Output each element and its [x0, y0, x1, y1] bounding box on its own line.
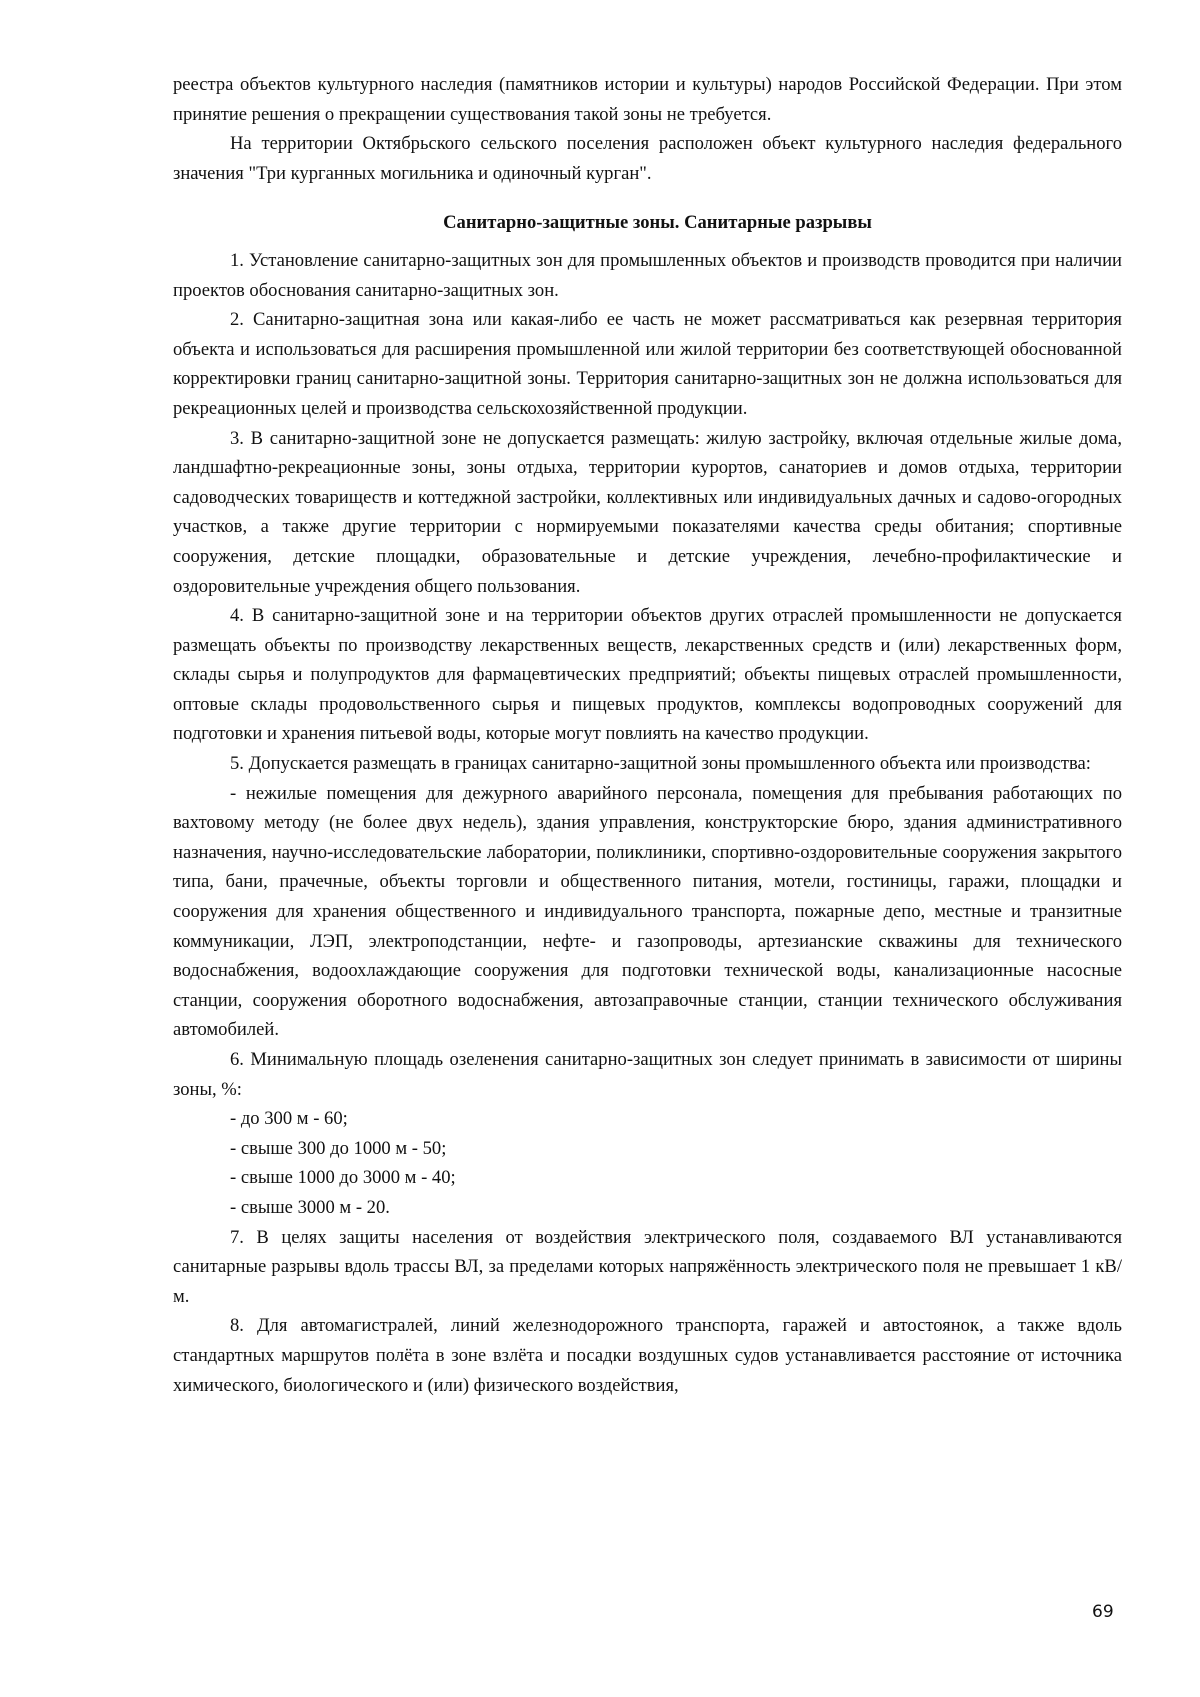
item-2: 2. Санитарно-защитная зона или какая-либо ее часть не может рассматриваться как резервная территория объекта и использоваться для расширения промышленной или жилой территории без соответствующей обоснованной корректировки границ санитарно-защитной зоны. Территория санитарно-защитных зон не должна использоваться для рекреационных целей и производства сельскохозяйственной продукции. [173, 309, 1122, 419]
item-8: 8. Для автомагистралей, линий железнодорожного транспорта, гаражей и автостоянок, а также вдоль стандартных маршрутов полёта в зоне взлёта и посадки воздушных судов устанавливается расстояние от источника химического, биологического и (или) физического воздействия, [173, 1315, 1122, 1396]
paragraph-intro-continuation: реестра объектов культурного наследия (памятников истории и культуры) народов Российской Федерации. При этом принятие решения о прекращении существования такой зоны не требуется. [173, 74, 1122, 125]
item-7: 7. В целях защиты населения от воздействия электрического поля, создаваемого ВЛ устанавливаются санитарные разрывы вдоль трассы ВЛ, за пределами которых напряжённость электрического поля не превышает 1 кВ/м. [173, 1226, 1122, 1307]
item-5-list: - нежилые помещения для дежурного аварийного персонала, помещения для пребывания работающих по вахтовому методу (не более двух недель), здания управления, конструкторские бюро, здания административного назначения, научно-исследовательские лаборатории, поликлиники, спортивно-оздоровительные сооружения закрытого типа, бани, прачечные, объекты торговли и общественного питания, мотели, гостиницы, гаражи, площадки и сооружения для хранения общественного и индивидуального транспорта, пожарные депо, местные и транзитные коммуникации, ЛЭП, электроподстанции, нефте- и газопроводы, артезианские скважины для технического водоснабжения, водоохлаждающие сооружения для подготовки технической воды, канализационные насосные станции, сооружения оборотного водоснабжения, автозаправочные станции, станции технического обслуживания автомобилей. [173, 782, 1122, 1041]
section-heading: Санитарно-защитные зоны. Санитарные разрывы [443, 212, 872, 234]
item-4: 4. В санитарно-защитной зоне и на территории объектов других отраслей промышленности не допускается размещать объекты по производству лекарственных веществ, лекарственных средств и (или) лекарственных форм, склады сырья и полупродуктов для фармацевтических предприятий; объекты пищевых отраслей промышленности, оптовые склады продовольственного сырья и пищевых продуктов, комплексы водопроводных сооружений для подготовки и хранения питьевой воды, которые могут повлиять на качество продукции. [173, 605, 1122, 745]
item-5: 5. Допускается размещать в границах санитарно-защитной зоны промышленного объекта или производства: [230, 753, 1091, 775]
green-area-item: - свыше 300 до 1000 м - 50; [230, 1137, 447, 1159]
item-1: 1. Установление санитарно-защитных зон для промышленных объектов и производств проводится при наличии проектов обоснования санитарно-защитных зон. [173, 249, 1122, 301]
paragraph-cultural-heritage: На территории Октябрьского сельского поселения расположен объект культурного наследия федерального значения "Три курганных могильника и одиночный курган". [173, 133, 1122, 184]
green-area-item: - свыше 3000 м - 20. [230, 1196, 390, 1218]
document-page [173, 70, 1122, 1400]
item-3: 3. В санитарно-защитной зоне не допускается размещать: жилую застройку, включая отдельные жилые дома, ландшафтно-рекреационные зоны, зоны отдыха, территории курортов, санаториев и домов отдыха, территории садоводческих товариществ и коттеджной застройки, коллективных или индивидуальных дачных и садово-огородных участков, а также другие территории с нормируемыми показателями качества среды обитания; спортивные сооружения, детские площадки, образовательные и детские учреждения, лечебно-профилактические и оздоровительные учреждения общего пользования. [173, 427, 1122, 597]
green-area-item: - до 300 м - 60; [230, 1108, 348, 1130]
item-6: 6. Минимальную площадь озеленения санитарно-защитных зон следует принимать в зависимости от ширины зоны, %: [173, 1049, 1122, 1100]
green-area-item: - свыше 1000 до 3000 м - 40; [230, 1167, 456, 1189]
page-number: 69 [1092, 1602, 1114, 1622]
